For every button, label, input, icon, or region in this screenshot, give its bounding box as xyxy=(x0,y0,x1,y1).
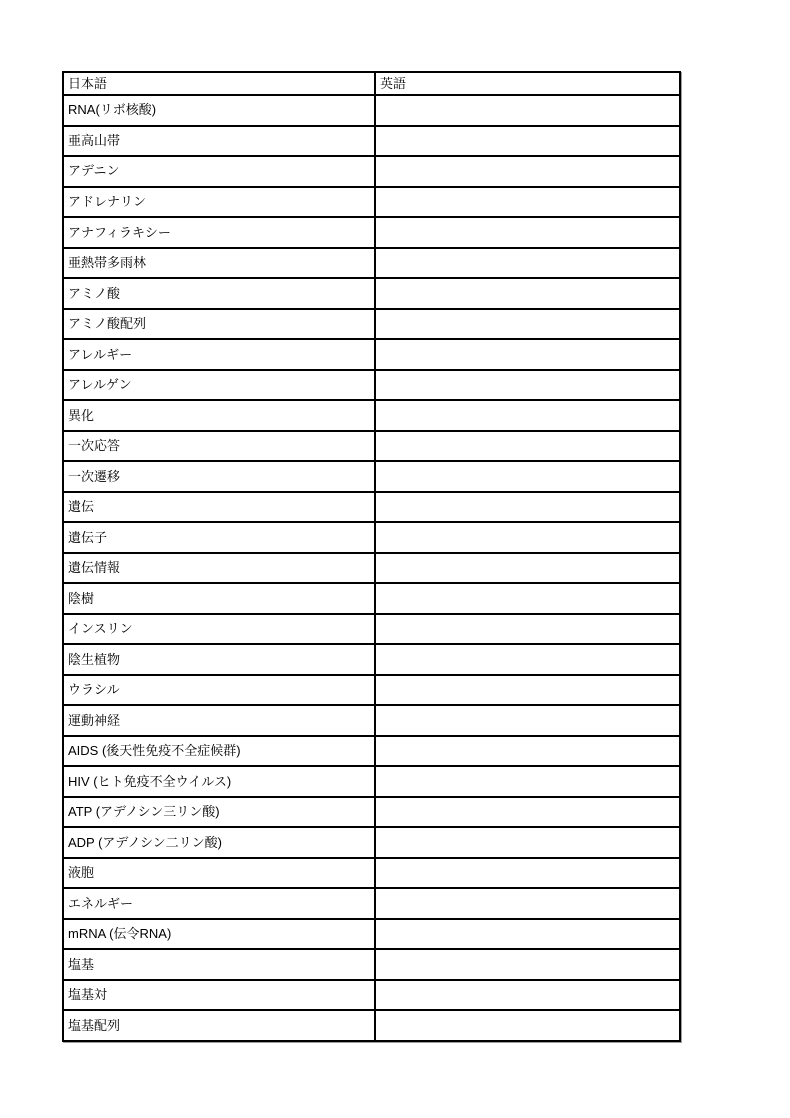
english-term-cell xyxy=(375,187,680,218)
table-row xyxy=(63,614,680,645)
english-term-cell xyxy=(375,949,680,980)
table-row xyxy=(63,644,680,675)
table-row xyxy=(63,766,680,797)
english-term-cell xyxy=(375,217,680,248)
japanese-term-cell: 遺伝 xyxy=(63,492,375,523)
japanese-term-cell: 亜熱帯多雨林 xyxy=(63,248,375,279)
japanese-term-cell: 遺伝子 xyxy=(63,522,375,553)
table-row xyxy=(63,156,680,187)
japanese-term-cell: アミノ酸 xyxy=(63,278,375,309)
table-row xyxy=(63,583,680,614)
table-row xyxy=(63,705,680,736)
japanese-term-cell: AIDS (後天性免疫不全症候群) xyxy=(63,736,375,767)
table-row xyxy=(63,278,680,309)
english-term-cell xyxy=(375,705,680,736)
english-term-cell xyxy=(375,522,680,553)
english-term-cell xyxy=(375,156,680,187)
japanese-term-cell: アデニン xyxy=(63,156,375,187)
japanese-term-cell: 遺伝情報 xyxy=(63,553,375,584)
english-term-cell xyxy=(375,248,680,279)
table-body xyxy=(63,95,680,1041)
japanese-term-cell: 液胞 xyxy=(63,858,375,889)
table-row xyxy=(63,888,680,919)
japanese-term-cell: インスリン xyxy=(63,614,375,645)
japanese-term-cell: 一次応答 xyxy=(63,431,375,462)
table-row xyxy=(63,736,680,767)
english-term-cell xyxy=(375,766,680,797)
japanese-term-cell: 塩基対 xyxy=(63,980,375,1011)
english-term-cell xyxy=(375,339,680,370)
vocabulary-table xyxy=(62,71,681,1042)
japanese-column-header: 日本語 xyxy=(63,72,375,95)
table-row xyxy=(63,248,680,279)
table-row xyxy=(63,980,680,1011)
header-row xyxy=(63,72,680,95)
table-row xyxy=(63,949,680,980)
table-row xyxy=(63,492,680,523)
english-term-cell xyxy=(375,888,680,919)
english-term-cell xyxy=(375,797,680,828)
english-term-cell xyxy=(375,919,680,950)
english-term-cell xyxy=(375,614,680,645)
english-term-cell xyxy=(375,95,680,126)
table-row xyxy=(63,919,680,950)
english-term-cell xyxy=(375,370,680,401)
table-row xyxy=(63,461,680,492)
english-term-cell xyxy=(375,675,680,706)
japanese-term-cell: アナフィラキシー xyxy=(63,217,375,248)
english-term-cell xyxy=(375,858,680,889)
table-row xyxy=(63,827,680,858)
japanese-term-cell: HIV (ヒト免疫不全ウイルス) xyxy=(63,766,375,797)
japanese-term-cell: 陰生植物 xyxy=(63,644,375,675)
english-term-cell xyxy=(375,827,680,858)
japanese-term-cell: 亜高山帯 xyxy=(63,126,375,157)
table-row xyxy=(63,187,680,218)
english-term-cell xyxy=(375,126,680,157)
japanese-term-cell: アミノ酸配列 xyxy=(63,309,375,340)
table-row xyxy=(63,126,680,157)
table-row xyxy=(63,797,680,828)
table-row xyxy=(63,522,680,553)
table-row xyxy=(63,1010,680,1041)
table-row xyxy=(63,339,680,370)
japanese-term-cell: ATP (アデノシン三リン酸) xyxy=(63,797,375,828)
english-column-header: 英語 xyxy=(375,72,680,95)
english-term-cell xyxy=(375,400,680,431)
japanese-term-cell: 一次遷移 xyxy=(63,461,375,492)
table-row xyxy=(63,553,680,584)
japanese-term-cell: mRNA (伝令RNA) xyxy=(63,919,375,950)
table-row xyxy=(63,95,680,126)
japanese-term-cell: 陰樹 xyxy=(63,583,375,614)
english-term-cell xyxy=(375,736,680,767)
japanese-term-cell: アレルゲン xyxy=(63,370,375,401)
japanese-term-cell: アレルギー xyxy=(63,339,375,370)
english-term-cell xyxy=(375,278,680,309)
japanese-term-cell: アドレナリン xyxy=(63,187,375,218)
table-row xyxy=(63,675,680,706)
english-term-cell xyxy=(375,461,680,492)
table-row xyxy=(63,858,680,889)
english-term-cell xyxy=(375,980,680,1011)
english-term-cell xyxy=(375,644,680,675)
table-row xyxy=(63,431,680,462)
japanese-term-cell: RNA(リボ核酸) xyxy=(63,95,375,126)
english-term-cell xyxy=(375,553,680,584)
japanese-term-cell: 塩基 xyxy=(63,949,375,980)
table-row xyxy=(63,309,680,340)
japanese-term-cell: 塩基配列 xyxy=(63,1010,375,1041)
japanese-term-cell: ウラシル xyxy=(63,675,375,706)
english-term-cell xyxy=(375,583,680,614)
english-term-cell xyxy=(375,1010,680,1041)
japanese-term-cell: 運動神経 xyxy=(63,705,375,736)
table-row xyxy=(63,217,680,248)
table-row xyxy=(63,400,680,431)
japanese-term-cell: ADP (アデノシン二リン酸) xyxy=(63,827,375,858)
english-term-cell xyxy=(375,431,680,462)
english-term-cell xyxy=(375,492,680,523)
english-term-cell xyxy=(375,309,680,340)
japanese-term-cell: エネルギー xyxy=(63,888,375,919)
japanese-term-cell: 異化 xyxy=(63,400,375,431)
table-row xyxy=(63,370,680,401)
